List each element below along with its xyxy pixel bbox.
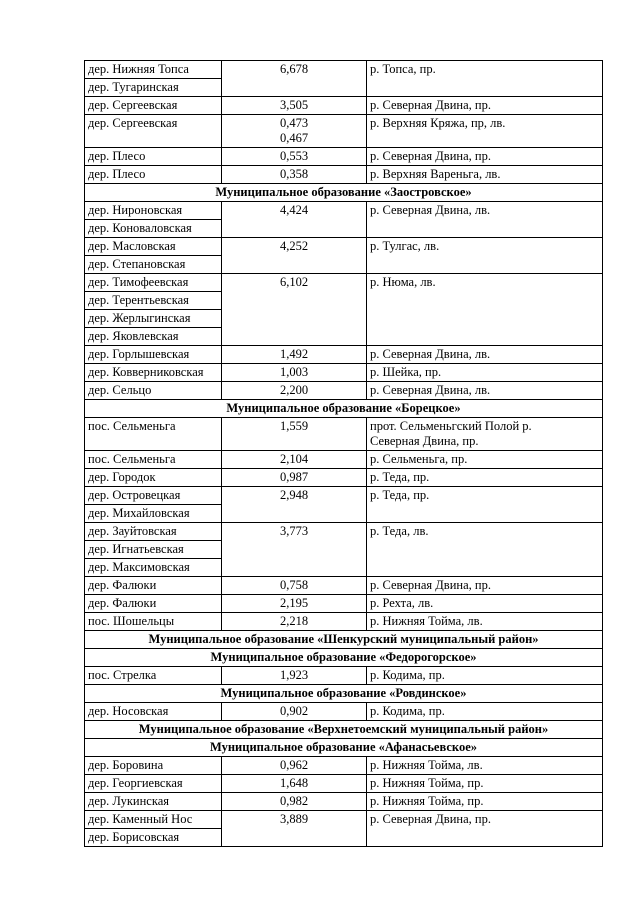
water-body: р. Нижняя Тойма, лв.: [367, 613, 603, 631]
water-body: р. Северная Двина, пр.: [367, 811, 603, 847]
distance-value: 3,889: [222, 811, 367, 847]
distance-value: 2,948: [222, 487, 367, 523]
table-row: [85, 364, 603, 382]
table-row: [85, 631, 603, 649]
settlement-name: дер. Максимовская: [85, 559, 222, 577]
water-body: р. Кодима, пр.: [367, 703, 603, 721]
water-body: р. Нижняя Тойма, пр.: [367, 793, 603, 811]
settlement-name: пос. Сельменьга: [85, 418, 222, 451]
table-row: [85, 667, 603, 685]
water-body: р. Нижняя Тойма, пр.: [367, 775, 603, 793]
settlement-name: дер. Сельцо: [85, 382, 222, 400]
water-body: р. Северная Двина, пр.: [367, 97, 603, 115]
water-body: р. Рехта, лв.: [367, 595, 603, 613]
water-body: р. Северная Двина, пр.: [367, 148, 603, 166]
distance-value: 0,902: [222, 703, 367, 721]
settlement-name: дер. Жерлыгинская: [85, 310, 222, 328]
settlement-name: дер. Яковлевская: [85, 328, 222, 346]
district-header: Муниципальное образование «Верхнетоемский муниципальный район»: [85, 721, 603, 739]
distance-value: 0,962: [222, 757, 367, 775]
settlement-name: дер. Нироновская: [85, 202, 222, 220]
settlement-name: дер. Плесо: [85, 148, 222, 166]
settlement-name: дер. Тугаринская: [85, 79, 222, 97]
water-body: р. Северная Двина, лв.: [367, 202, 603, 238]
water-body-cell: [367, 418, 603, 451]
section-header: Муниципальное образование «Афанасьевское»: [85, 739, 603, 757]
settlement-name: дер. Коноваловская: [85, 220, 222, 238]
water-body: р. Тулгас, лв.: [367, 238, 603, 274]
settlement-name: дер. Нижняя Топса: [85, 61, 222, 79]
water-body: р. Верхняя Кряжа, пр, лв.: [367, 115, 603, 148]
water-body: р. Теда, пр.: [367, 487, 603, 523]
water-body: р. Топса, пр.: [367, 61, 603, 97]
table-row: [85, 115, 603, 148]
table-body: [85, 61, 603, 847]
settlement-name: дер. Сергеевская: [85, 97, 222, 115]
distance-value: 6,102: [222, 274, 367, 346]
water-body: р. Шейка, пр.: [367, 364, 603, 382]
distance-value: 0,467: [279, 131, 309, 145]
water-body: Северная Двина, пр.: [370, 434, 479, 448]
settlement-name: дер. Носовская: [85, 703, 222, 721]
distance-value: 1,492: [222, 346, 367, 364]
distance-value: 3,505: [222, 97, 367, 115]
district-header: Муниципальное образование «Шенкурский муниципальный район»: [85, 631, 603, 649]
table-row: [85, 400, 603, 418]
settlement-name: дер. Плесо: [85, 166, 222, 184]
distance-value: 1,559: [222, 418, 367, 451]
table-row: [85, 487, 603, 505]
table-row: [85, 739, 603, 757]
settlement-name: дер. Городок: [85, 469, 222, 487]
distance-value: 0,982: [222, 793, 367, 811]
table-row: [85, 613, 603, 631]
section-header: Муниципальное образование «Федорогорское»: [85, 649, 603, 667]
water-body: р. Нюма, лв.: [367, 274, 603, 346]
water-body: р. Верхняя Вареньга, лв.: [367, 166, 603, 184]
distance-value: 0,987: [222, 469, 367, 487]
distance-value: 1,648: [222, 775, 367, 793]
table-row: [85, 382, 603, 400]
table-row: [85, 184, 603, 202]
water-body: прот. Сельменьгский Полой р.: [370, 419, 532, 433]
water-body: р. Сельменьга, пр.: [367, 451, 603, 469]
distance-value: 2,195: [222, 595, 367, 613]
table-row: [85, 793, 603, 811]
table-row: [85, 274, 603, 292]
table-row: [85, 685, 603, 703]
settlement-name: дер. Игнатьевская: [85, 541, 222, 559]
table-row: [85, 202, 603, 220]
table-row: [85, 703, 603, 721]
settlement-name: дер. Боровина: [85, 757, 222, 775]
table-row: [85, 523, 603, 541]
table-row: [85, 469, 603, 487]
distance-cell: [222, 115, 367, 148]
distance-value: 2,218: [222, 613, 367, 631]
distance-value: 3,773: [222, 523, 367, 577]
settlement-name: дер. Зауйтовская: [85, 523, 222, 541]
table-row: [85, 649, 603, 667]
settlement-name: пос. Шошельцы: [85, 613, 222, 631]
table-row: [85, 721, 603, 739]
distance-value: 0,473: [279, 116, 309, 130]
table-row: [85, 811, 603, 829]
table-row: [85, 97, 603, 115]
table-row: [85, 451, 603, 469]
settlement-name: дер. Масловская: [85, 238, 222, 256]
table-row: [85, 595, 603, 613]
settlement-name: дер. Лукинская: [85, 793, 222, 811]
table-row: [85, 418, 603, 451]
settlement-name: дер. Каменный Нос: [85, 811, 222, 829]
water-body: р. Северная Двина, пр.: [367, 577, 603, 595]
table-row: [85, 775, 603, 793]
settlement-name: дер. Тимофеевская: [85, 274, 222, 292]
table-row: [85, 577, 603, 595]
section-header: Муниципальное образование «Борецкое»: [85, 400, 603, 418]
distance-value: 2,200: [222, 382, 367, 400]
settlement-name: дер. Фалюки: [85, 577, 222, 595]
settlement-name: пос. Сельменьга: [85, 451, 222, 469]
table-row: [85, 166, 603, 184]
table-row: [85, 757, 603, 775]
water-body: р. Северная Двина, лв.: [367, 346, 603, 364]
settlement-name: дер. Островецкая: [85, 487, 222, 505]
table-row: [85, 238, 603, 256]
distance-value: 2,104: [222, 451, 367, 469]
distance-value: 0,358: [222, 166, 367, 184]
water-body: р. Кодима, пр.: [367, 667, 603, 685]
table-row: [85, 148, 603, 166]
water-body: р. Теда, пр.: [367, 469, 603, 487]
settlements-table: [84, 60, 603, 847]
settlement-name: дер. Борисовская: [85, 829, 222, 847]
distance-value: 1,003: [222, 364, 367, 382]
settlement-name: дер. Фалюки: [85, 595, 222, 613]
distance-value: 1,923: [222, 667, 367, 685]
settlement-name: дер. Георгиевская: [85, 775, 222, 793]
table-row: [85, 346, 603, 364]
settlement-name: пос. Стрелка: [85, 667, 222, 685]
water-body: р. Северная Двина, лв.: [367, 382, 603, 400]
table-row: [85, 61, 603, 79]
distance-value: 4,424: [222, 202, 367, 238]
water-body: р. Теда, лв.: [367, 523, 603, 577]
section-header: Муниципальное образование «Ровдинское»: [85, 685, 603, 703]
settlement-name: дер. Сергеевская: [85, 115, 222, 148]
water-body: р. Нижняя Тойма, лв.: [367, 757, 603, 775]
distance-value: 6,678: [222, 61, 367, 97]
distance-value: 0,553: [222, 148, 367, 166]
settlement-name: дер. Терентьевская: [85, 292, 222, 310]
distance-value: 0,758: [222, 577, 367, 595]
section-header: Муниципальное образование «Заостровское»: [85, 184, 603, 202]
settlement-name: дер. Ковверниковская: [85, 364, 222, 382]
settlement-name: дер. Михайловская: [85, 505, 222, 523]
settlement-name: дер. Горлышевская: [85, 346, 222, 364]
settlement-name: дер. Степановская: [85, 256, 222, 274]
distance-value: 4,252: [222, 238, 367, 274]
